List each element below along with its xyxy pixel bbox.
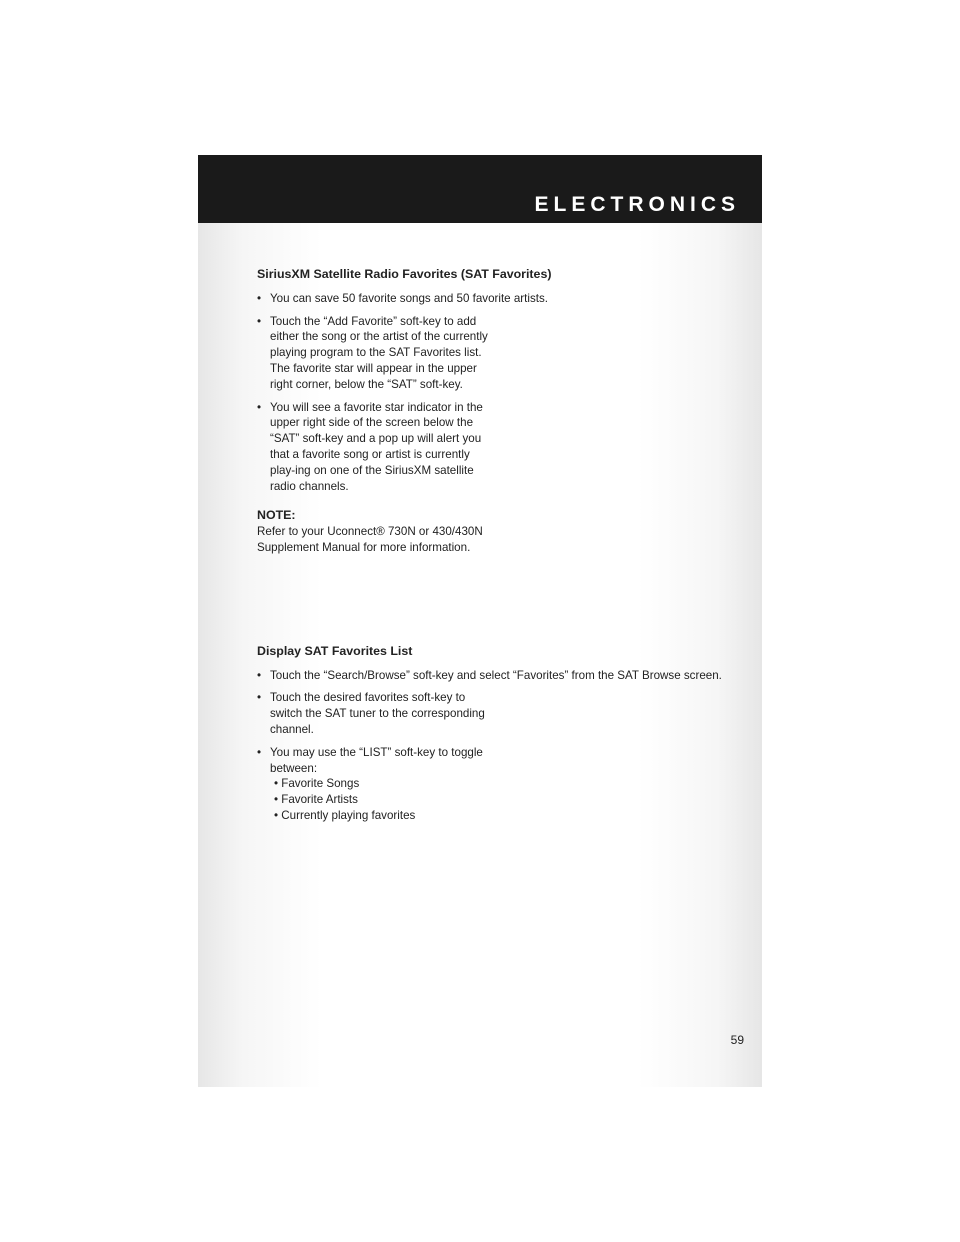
- manual-page: [198, 155, 762, 1087]
- sat-favorites-heading: SiriusXM Satellite Radio Favorites (SAT Favorites): [257, 267, 552, 281]
- list-item: [257, 690, 737, 737]
- note-text: Refer to your Uconnect® 730N or 430/430N Supplement Manual for more information.: [257, 525, 483, 554]
- list-item: [257, 314, 737, 393]
- list-item: [257, 745, 737, 824]
- header-bar: [198, 155, 762, 223]
- bullet-icon: •: [257, 314, 262, 328]
- page-number: 59: [730, 1033, 744, 1047]
- list-item-text: You will see a favorite star indicator in the upper right side of the screen below the “SAT” soft-key and a pop up will alert you that a favorite song or artist is currently play-ing on one of the SiriusXM satellite radio channels.: [270, 400, 483, 493]
- bullet-icon: •: [257, 400, 262, 414]
- toggle-options-list: [270, 776, 737, 823]
- sat-favorites-bullets: [257, 291, 737, 495]
- display-favorites-section: [257, 644, 737, 824]
- list-item: [257, 291, 737, 307]
- list-item-text: You can save 50 favorite songs and 50 favorite artists.: [270, 291, 548, 305]
- list-item-text: You may use the “LIST” soft-key to toggle between:: [270, 745, 483, 775]
- sub-list-item: • Currently playing favorites: [274, 808, 416, 822]
- section-title: ELECTRONICS: [534, 193, 740, 216]
- sub-list-item: • Favorite Songs: [274, 777, 360, 791]
- bullet-icon: •: [257, 745, 262, 759]
- bullet-icon: •: [257, 668, 262, 682]
- list-item-text: Touch the “Add Favorite” soft-key to add either the song or the artist of the currently playing program to the SAT Favorites list. The favorite star will appear in the upper right corner, below the “SAT” soft-key.: [270, 314, 488, 391]
- page-content: [257, 267, 737, 831]
- list-item: [257, 400, 737, 495]
- list-item-text: Touch the desired favorites soft-key to switch the SAT tuner to the corresponding channel.: [270, 691, 485, 736]
- display-favorites-bullets: [257, 668, 737, 824]
- bullet-icon: •: [257, 691, 262, 705]
- display-favorites-heading: Display SAT Favorites List: [257, 643, 413, 658]
- sub-list-item: • Favorite Artists: [274, 793, 358, 807]
- list-item: [257, 668, 737, 684]
- list-item-text: Touch the “Search/Browse” soft-key and select “Favorites” from the SAT Browse screen.: [270, 668, 722, 682]
- note-label: NOTE:: [257, 508, 296, 523]
- bullet-icon: •: [257, 291, 262, 305]
